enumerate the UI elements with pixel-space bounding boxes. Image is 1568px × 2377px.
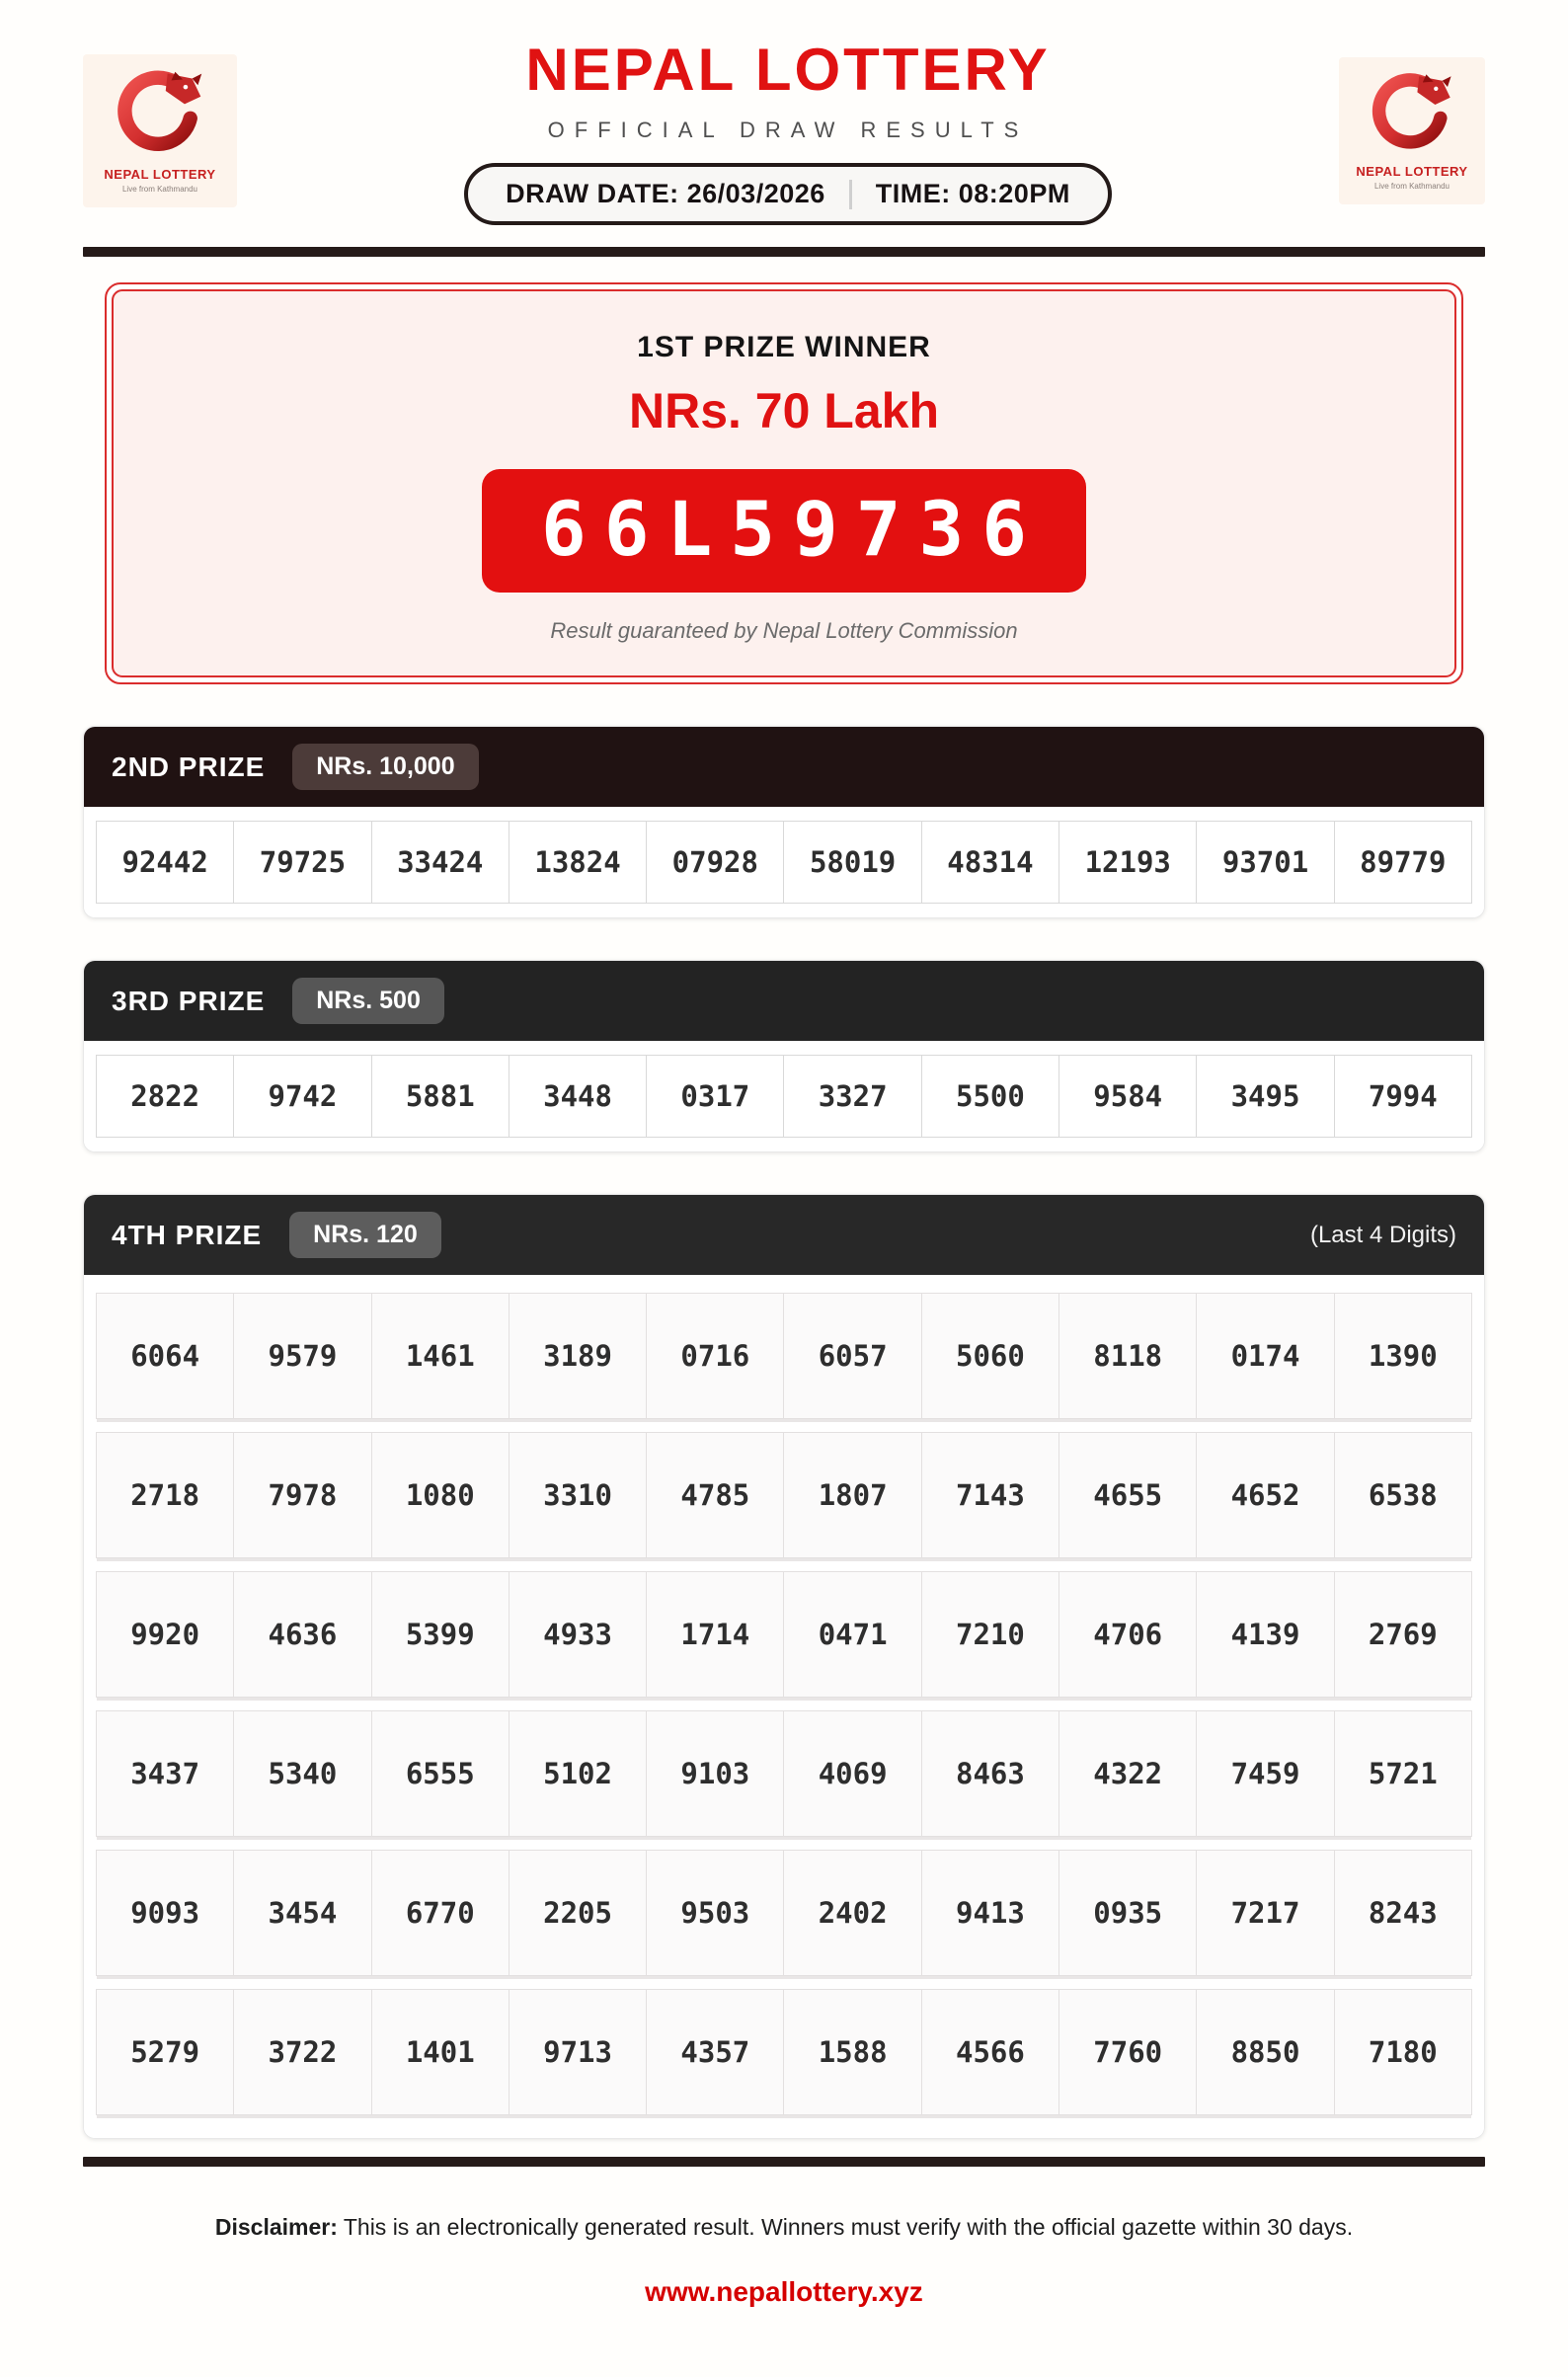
number-cell: 9413 bbox=[922, 1850, 1059, 1976]
number-cell: 92442 bbox=[96, 821, 234, 904]
fourth-prize-row bbox=[96, 1293, 1472, 1419]
number-cell: 6057 bbox=[784, 1293, 921, 1419]
number-cell: 2718 bbox=[96, 1432, 234, 1558]
number-cell: 0317 bbox=[647, 1055, 784, 1138]
number-cell: 5399 bbox=[372, 1571, 510, 1698]
fourth-prize-amount-badge: NRs. 120 bbox=[289, 1212, 441, 1258]
footer-divider-bar bbox=[83, 2157, 1485, 2167]
fourth-prize-note: (Last 4 Digits) bbox=[1309, 1221, 1456, 1248]
fourth-prize-row bbox=[96, 1432, 1472, 1558]
number-cell: 7143 bbox=[922, 1432, 1059, 1558]
number-cell: 9093 bbox=[96, 1850, 234, 1976]
number-cell: 7217 bbox=[1197, 1850, 1334, 1976]
number-cell: 13824 bbox=[510, 821, 647, 904]
first-prize-amount: NRs. 70 Lakh bbox=[628, 383, 939, 438]
header-divider-bar bbox=[83, 247, 1485, 257]
page-title: NEPAL LOTTERY bbox=[525, 37, 1051, 103]
number-cell: 1401 bbox=[372, 1989, 510, 2115]
brand-logo-right bbox=[1339, 57, 1485, 204]
fourth-prize-grid bbox=[84, 1275, 1484, 2138]
fourth-prize-row bbox=[96, 1571, 1472, 1698]
number-cell: 2822 bbox=[96, 1055, 234, 1138]
number-cell: 5340 bbox=[234, 1710, 371, 1837]
number-cell: 7459 bbox=[1197, 1710, 1334, 1837]
number-cell: 5500 bbox=[922, 1055, 1059, 1138]
third-prize-section bbox=[83, 960, 1485, 1152]
number-cell: 7978 bbox=[234, 1432, 371, 1558]
number-cell: 1461 bbox=[372, 1293, 510, 1419]
number-cell: 9103 bbox=[647, 1710, 784, 1837]
pill-divider bbox=[849, 180, 852, 209]
dragon-circle-icon bbox=[1368, 69, 1456, 158]
number-cell: 9584 bbox=[1059, 1055, 1197, 1138]
number-cell: 3495 bbox=[1197, 1055, 1334, 1138]
second-prize-body bbox=[84, 807, 1484, 917]
number-cell: 3327 bbox=[784, 1055, 921, 1138]
number-cell: 6538 bbox=[1335, 1432, 1472, 1558]
number-cell: 2402 bbox=[784, 1850, 921, 1976]
number-cell: 79725 bbox=[234, 821, 371, 904]
number-cell: 3189 bbox=[510, 1293, 647, 1419]
number-cell: 6555 bbox=[372, 1710, 510, 1837]
second-prize-header bbox=[84, 727, 1484, 807]
winning-number: 66L59736 bbox=[482, 469, 1086, 593]
number-cell: 12193 bbox=[1059, 821, 1197, 904]
logo-wordmark: NEPAL LOTTERY bbox=[1356, 163, 1468, 179]
number-cell: 4652 bbox=[1197, 1432, 1334, 1558]
page-subtitle: OFFICIAL DRAW RESULTS bbox=[547, 118, 1029, 142]
logo-tagline: Live from Kathmandu bbox=[121, 184, 198, 194]
number-cell: 89779 bbox=[1335, 821, 1472, 904]
number-cell: 4322 bbox=[1059, 1710, 1197, 1837]
website-link[interactable]: www.nepallottery.xyz bbox=[645, 2276, 923, 2307]
number-cell: 9920 bbox=[96, 1571, 234, 1698]
number-cell: 4655 bbox=[1059, 1432, 1197, 1558]
number-cell: 8850 bbox=[1197, 1989, 1334, 2115]
draw-time-label: TIME: 08:20PM bbox=[875, 179, 1070, 208]
fourth-prize-section bbox=[83, 1194, 1485, 2139]
number-cell: 9742 bbox=[234, 1055, 371, 1138]
number-cell: 5102 bbox=[510, 1710, 647, 1837]
first-prize-card-inner bbox=[112, 289, 1456, 677]
number-cell: 0471 bbox=[784, 1571, 921, 1698]
number-cell: 7760 bbox=[1059, 1989, 1197, 2115]
brand-logo-left bbox=[83, 54, 237, 207]
number-cell: 7994 bbox=[1335, 1055, 1472, 1138]
number-cell: 5279 bbox=[96, 1989, 234, 2115]
number-cell: 4785 bbox=[647, 1432, 784, 1558]
number-cell: 4566 bbox=[922, 1989, 1059, 2115]
number-cell: 7210 bbox=[922, 1571, 1059, 1698]
number-cell: 93701 bbox=[1197, 821, 1334, 904]
number-cell: 1807 bbox=[784, 1432, 921, 1558]
disclaimer bbox=[83, 2214, 1485, 2241]
number-cell: 4933 bbox=[510, 1571, 647, 1698]
number-cell: 2205 bbox=[510, 1850, 647, 1976]
header-center bbox=[237, 36, 1339, 225]
number-cell: 33424 bbox=[372, 821, 510, 904]
fourth-prize-header bbox=[84, 1195, 1484, 1275]
disclaimer-label: Disclaimer: bbox=[214, 2214, 338, 2240]
number-cell: 2769 bbox=[1335, 1571, 1472, 1698]
third-prize-header bbox=[84, 961, 1484, 1041]
third-prize-amount-badge: NRs. 500 bbox=[292, 978, 444, 1024]
logo-wordmark: NEPAL LOTTERY bbox=[104, 166, 216, 182]
number-cell: 3454 bbox=[234, 1850, 371, 1976]
number-cell: 07928 bbox=[647, 821, 784, 904]
number-cell: 8243 bbox=[1335, 1850, 1472, 1976]
number-cell: 9579 bbox=[234, 1293, 371, 1419]
first-prize-card bbox=[105, 282, 1463, 684]
second-prize-section bbox=[83, 726, 1485, 918]
number-cell: 5881 bbox=[372, 1055, 510, 1138]
number-cell: 6770 bbox=[372, 1850, 510, 1976]
number-cell: 9503 bbox=[647, 1850, 784, 1976]
logo-tagline: Live from Kathmandu bbox=[1373, 181, 1450, 191]
fourth-prize-row bbox=[96, 1850, 1472, 1976]
fourth-prize-row bbox=[96, 1710, 1472, 1837]
number-cell: 1080 bbox=[372, 1432, 510, 1558]
number-cell: 3722 bbox=[234, 1989, 371, 2115]
third-prize-body bbox=[84, 1041, 1484, 1151]
number-cell: 58019 bbox=[784, 821, 921, 904]
second-prize-amount-badge: NRs. 10,000 bbox=[292, 744, 478, 790]
number-cell: 4636 bbox=[234, 1571, 371, 1698]
disclaimer-text: This is an electronically generated result. Winners must verify with the official gazette within 30 days. bbox=[337, 2214, 1354, 2240]
number-cell: 4069 bbox=[784, 1710, 921, 1837]
second-prize-label: 2ND PRIZE bbox=[112, 751, 266, 782]
number-cell: 4357 bbox=[647, 1989, 784, 2115]
number-cell: 5060 bbox=[922, 1293, 1059, 1419]
fourth-prize-row bbox=[96, 1989, 1472, 2115]
draw-date-label: DRAW DATE: 26/03/2026 bbox=[506, 179, 825, 208]
number-cell: 1390 bbox=[1335, 1293, 1472, 1419]
number-cell: 7180 bbox=[1335, 1989, 1472, 2115]
third-prize-numbers-row bbox=[96, 1055, 1472, 1138]
number-cell: 1588 bbox=[784, 1989, 921, 2115]
draw-date-pill bbox=[464, 163, 1112, 225]
number-cell: 48314 bbox=[922, 821, 1059, 904]
number-cell: 1714 bbox=[647, 1571, 784, 1698]
number-cell: 4139 bbox=[1197, 1571, 1334, 1698]
number-cell: 3310 bbox=[510, 1432, 647, 1558]
header bbox=[83, 36, 1485, 225]
number-cell: 0716 bbox=[647, 1293, 784, 1419]
dragon-circle-icon bbox=[113, 66, 207, 161]
number-cell: 8118 bbox=[1059, 1293, 1197, 1419]
number-cell: 0935 bbox=[1059, 1850, 1197, 1976]
number-cell: 6064 bbox=[96, 1293, 234, 1419]
second-prize-numbers-row bbox=[96, 821, 1472, 904]
guarantee-note: Result guaranteed by Nepal Lottery Commission bbox=[550, 618, 1018, 643]
number-cell: 0174 bbox=[1197, 1293, 1334, 1419]
third-prize-label: 3RD PRIZE bbox=[112, 985, 266, 1016]
number-cell: 3448 bbox=[510, 1055, 647, 1138]
fourth-prize-label: 4TH PRIZE bbox=[112, 1219, 263, 1250]
first-prize-heading: 1ST PRIZE WINNER bbox=[637, 331, 931, 363]
number-cell: 3437 bbox=[96, 1710, 234, 1837]
number-cell: 9713 bbox=[510, 1989, 647, 2115]
number-cell: 8463 bbox=[922, 1710, 1059, 1837]
number-cell: 5721 bbox=[1335, 1710, 1472, 1837]
number-cell: 4706 bbox=[1059, 1571, 1197, 1698]
